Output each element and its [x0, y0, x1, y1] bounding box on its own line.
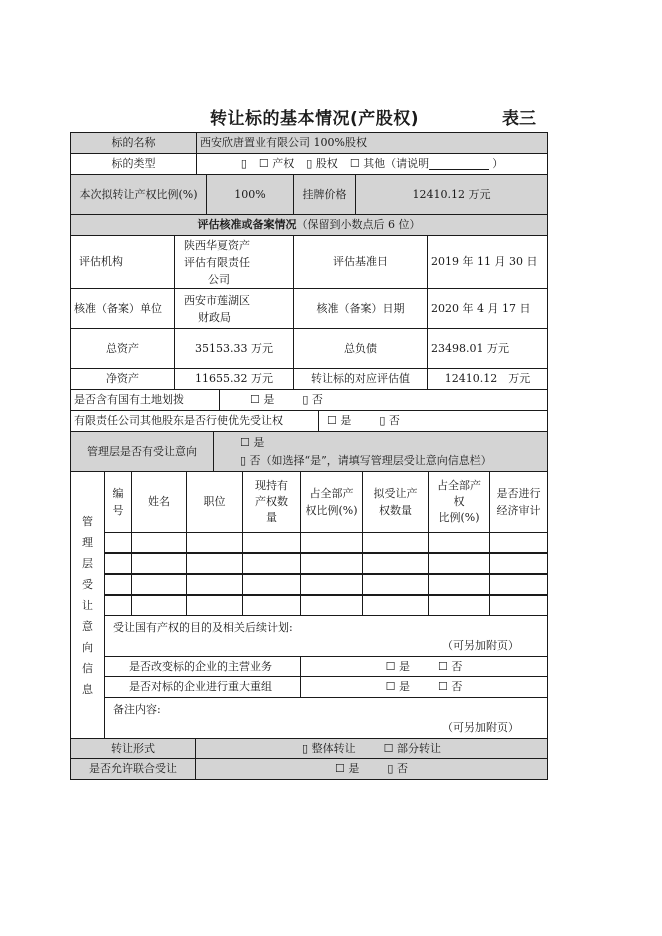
- net-assets-label: 净资产: [70, 368, 175, 390]
- col-header-audit: [489, 471, 548, 533]
- mgmt-table-cell[interactable]: [300, 532, 363, 553]
- mgmt-table-cell[interactable]: [300, 553, 363, 574]
- price-label: 挂牌价格: [293, 174, 356, 215]
- other-close: ）: [492, 157, 504, 170]
- side-char: 意: [82, 619, 93, 633]
- mgmt-table-cell[interactable]: [428, 595, 490, 616]
- land-allocation-label: 是否含有国有土地划拨: [70, 389, 220, 411]
- joint-transfer-label: 是否允许联合受让: [70, 758, 196, 780]
- table-number: 表三: [502, 109, 536, 129]
- base-date-value: 2019 年 11 月 30 日: [427, 235, 548, 289]
- agency-line-2: 评估有限责任: [184, 255, 250, 269]
- mgmt-table-cell[interactable]: [242, 553, 301, 574]
- price-value: 12410.12 万元: [355, 174, 548, 215]
- remarks-label: 备注内容:: [113, 703, 161, 716]
- header-text: 占全部产: [309, 487, 354, 500]
- base-date-label: 评估基准日: [293, 235, 428, 289]
- mgmt-table-cell[interactable]: [242, 532, 301, 553]
- approval-unit-line-2: 财政局: [198, 310, 231, 324]
- land-allocation-options: [219, 389, 548, 411]
- mgmt-table-cell[interactable]: [186, 574, 243, 595]
- side-char: 受: [82, 577, 93, 591]
- mgmt-no-checkbox[interactable]: ▯ 否（如选择“是”，请填写管理层受让意向信息栏）: [240, 453, 492, 467]
- mgmt-table-cell[interactable]: [489, 553, 548, 574]
- col-header-intended-quantity: [362, 471, 429, 533]
- mgmt-table-cell[interactable]: [186, 532, 243, 553]
- mgmt-intent-options: [213, 431, 548, 472]
- preemption-label: 有限责任公司其他股东是否行使优先受让权: [70, 410, 319, 432]
- change-business-label: 是否改变标的企业的主营业务: [104, 656, 301, 677]
- valuation-label: 转让标的对应评估值: [293, 368, 428, 390]
- target-type-options: [196, 153, 548, 175]
- target-name-label: 标的名称: [70, 132, 197, 154]
- total-liabilities-label: 总负债: [293, 328, 428, 369]
- approval-unit-line-1: 西安市莲湖区: [184, 293, 250, 307]
- agency-line-1: 陕西华夏资产: [184, 238, 250, 252]
- restructure-no-checkbox[interactable]: ☐ 否: [438, 680, 463, 693]
- change-business-yes-checkbox[interactable]: ☐ 是: [385, 659, 410, 673]
- approval-date-value: 2020 年 4 月 17 日: [427, 288, 548, 329]
- valuation-value: 12410.12 万元: [427, 368, 548, 390]
- side-char: 信: [82, 661, 93, 675]
- col-header-intended-ratio: [428, 471, 490, 533]
- mgmt-table-cell[interactable]: [428, 574, 490, 595]
- mgmt-table-cell[interactable]: [362, 532, 429, 553]
- agency-value: [174, 235, 294, 289]
- col-header-name: 姓名: [131, 471, 187, 533]
- col-header-number: [104, 471, 132, 533]
- mgmt-table-cell[interactable]: [131, 574, 187, 595]
- purpose-note: （可另加附页）: [442, 639, 519, 652]
- header-text: 比例(%): [438, 511, 480, 524]
- mgmt-table-cell[interactable]: [489, 595, 548, 616]
- mgmt-yes-checkbox[interactable]: ☐ 是: [240, 435, 265, 449]
- equity-checkbox[interactable]: ▯: [306, 157, 313, 170]
- header-text: 权比例(%): [305, 504, 358, 517]
- whole-transfer-checkbox[interactable]: ▯ 整体转让: [302, 741, 356, 755]
- mgmt-info-side-label: [70, 471, 105, 739]
- mgmt-table-cell[interactable]: [186, 595, 243, 616]
- equity-label: 股权: [315, 157, 338, 170]
- joint-yes-checkbox[interactable]: ☐ 是: [335, 762, 360, 775]
- target-type-label: 标的类型: [70, 153, 197, 175]
- mgmt-table-cell[interactable]: [489, 532, 548, 553]
- page-title: 转让标的基本情况(产股权): [210, 109, 420, 129]
- remarks-note: （可另加附页）: [442, 721, 519, 734]
- restructure-label: 是否对标的企业进行重大重组: [104, 676, 301, 698]
- blank-checkbox[interactable]: ▯: [240, 157, 247, 170]
- col-header-position: 职位: [186, 471, 243, 533]
- partial-transfer-checkbox[interactable]: ☐ 部分转让: [383, 741, 441, 755]
- mgmt-table-cell[interactable]: [428, 532, 490, 553]
- mgmt-table-cell[interactable]: [300, 595, 363, 616]
- transfer-form-options: [195, 738, 548, 759]
- mgmt-table-cell[interactable]: [242, 595, 301, 616]
- mgmt-table-cell[interactable]: [362, 553, 429, 574]
- evaluation-section-title: 评估核准或备案情况: [197, 218, 297, 231]
- side-char: 管: [82, 514, 93, 528]
- property-label: 产权: [272, 157, 295, 170]
- transfer-form-label: 转让形式: [70, 738, 196, 759]
- other-checkbox[interactable]: ☐: [349, 157, 360, 170]
- header-text: 经济审计: [496, 504, 541, 517]
- header-text: 权数量: [379, 504, 412, 517]
- mgmt-table-cell[interactable]: [131, 532, 187, 553]
- mgmt-table-cell[interactable]: [428, 553, 490, 574]
- header-text: 号: [112, 504, 124, 517]
- joint-no-checkbox[interactable]: ▯ 否: [387, 762, 408, 775]
- preemption-options: [318, 410, 548, 432]
- agency-line-3: 公司: [208, 272, 230, 286]
- ratio-value: 100%: [206, 174, 294, 215]
- header-text: 拟受让产: [373, 487, 418, 500]
- evaluation-section-note: （保留到小数点后 6 位）: [296, 218, 421, 231]
- restructure-yes-checkbox[interactable]: ☐ 是: [385, 680, 410, 693]
- mgmt-table-cell[interactable]: [186, 553, 243, 574]
- mgmt-table-cell[interactable]: [131, 553, 187, 574]
- agency-label: 评估机构: [70, 235, 175, 289]
- col-header-current-ratio: [300, 471, 363, 533]
- other-explain-field[interactable]: [429, 158, 489, 170]
- side-char: 让: [82, 598, 93, 612]
- mgmt-table-cell[interactable]: [489, 574, 548, 595]
- joint-transfer-options: [195, 758, 548, 780]
- approval-unit-value: [174, 288, 294, 329]
- mgmt-table-cell[interactable]: [104, 532, 132, 553]
- mgmt-table-cell[interactable]: [104, 553, 132, 574]
- mgmt-table-cell[interactable]: [131, 595, 187, 616]
- total-assets-value: 35153.33 万元: [174, 328, 294, 369]
- header-text: 量: [266, 511, 277, 524]
- remarks-cell[interactable]: [104, 697, 548, 739]
- net-assets-value: 11655.32 万元: [174, 368, 294, 390]
- other-label: 其他（请说明: [363, 157, 430, 170]
- total-liabilities-value: 23498.01 万元: [427, 328, 548, 369]
- header-text: 是否进行: [496, 487, 541, 500]
- property-checkbox[interactable]: ☐: [258, 157, 269, 170]
- header-text: 权: [453, 495, 465, 508]
- change-business-options: [300, 656, 548, 677]
- evaluation-section-header: [70, 214, 548, 236]
- mgmt-table-cell[interactable]: [104, 574, 132, 595]
- header-text: 现持有: [255, 479, 288, 492]
- header-text: 编: [112, 487, 124, 500]
- approval-unit-label: 核准（备案）单位: [70, 288, 175, 329]
- side-char: 息: [82, 682, 93, 696]
- header-text: 产权数: [255, 495, 288, 508]
- preemption-yes-checkbox[interactable]: ☐ 是: [327, 414, 352, 427]
- side-char: 向: [82, 640, 93, 654]
- mgmt-table-cell[interactable]: [242, 574, 301, 595]
- total-assets-label: 总资产: [70, 328, 175, 369]
- approval-date-label: 核准（备案）日期: [293, 288, 428, 329]
- restructure-options: [300, 676, 548, 698]
- land-no-checkbox[interactable]: ▯ 否: [302, 393, 323, 406]
- land-yes-checkbox[interactable]: ☐ 是: [250, 393, 275, 406]
- side-char: 理: [82, 535, 93, 549]
- mgmt-intent-label: 管理层是否有受让意向: [70, 431, 214, 472]
- preemption-no-checkbox[interactable]: ▯ 否: [379, 414, 400, 427]
- change-business-no-checkbox[interactable]: ☐ 否: [438, 659, 463, 673]
- side-char: 层: [82, 556, 93, 570]
- mgmt-table-cell[interactable]: [362, 574, 429, 595]
- mgmt-table-cell[interactable]: [300, 574, 363, 595]
- target-name-value: 西安欣唐置业有限公司 100%股权: [196, 132, 548, 154]
- header-text: 占全部产: [437, 479, 481, 492]
- purpose-label: 受让国有产权的目的及相关后续计划:: [113, 621, 293, 634]
- mgmt-table-cell[interactable]: [104, 595, 132, 616]
- col-header-current-holding: [242, 471, 301, 533]
- purpose-cell[interactable]: [104, 615, 548, 657]
- ratio-label: 本次拟转让产权比例(%): [70, 174, 207, 215]
- mgmt-table-cell[interactable]: [362, 595, 429, 616]
